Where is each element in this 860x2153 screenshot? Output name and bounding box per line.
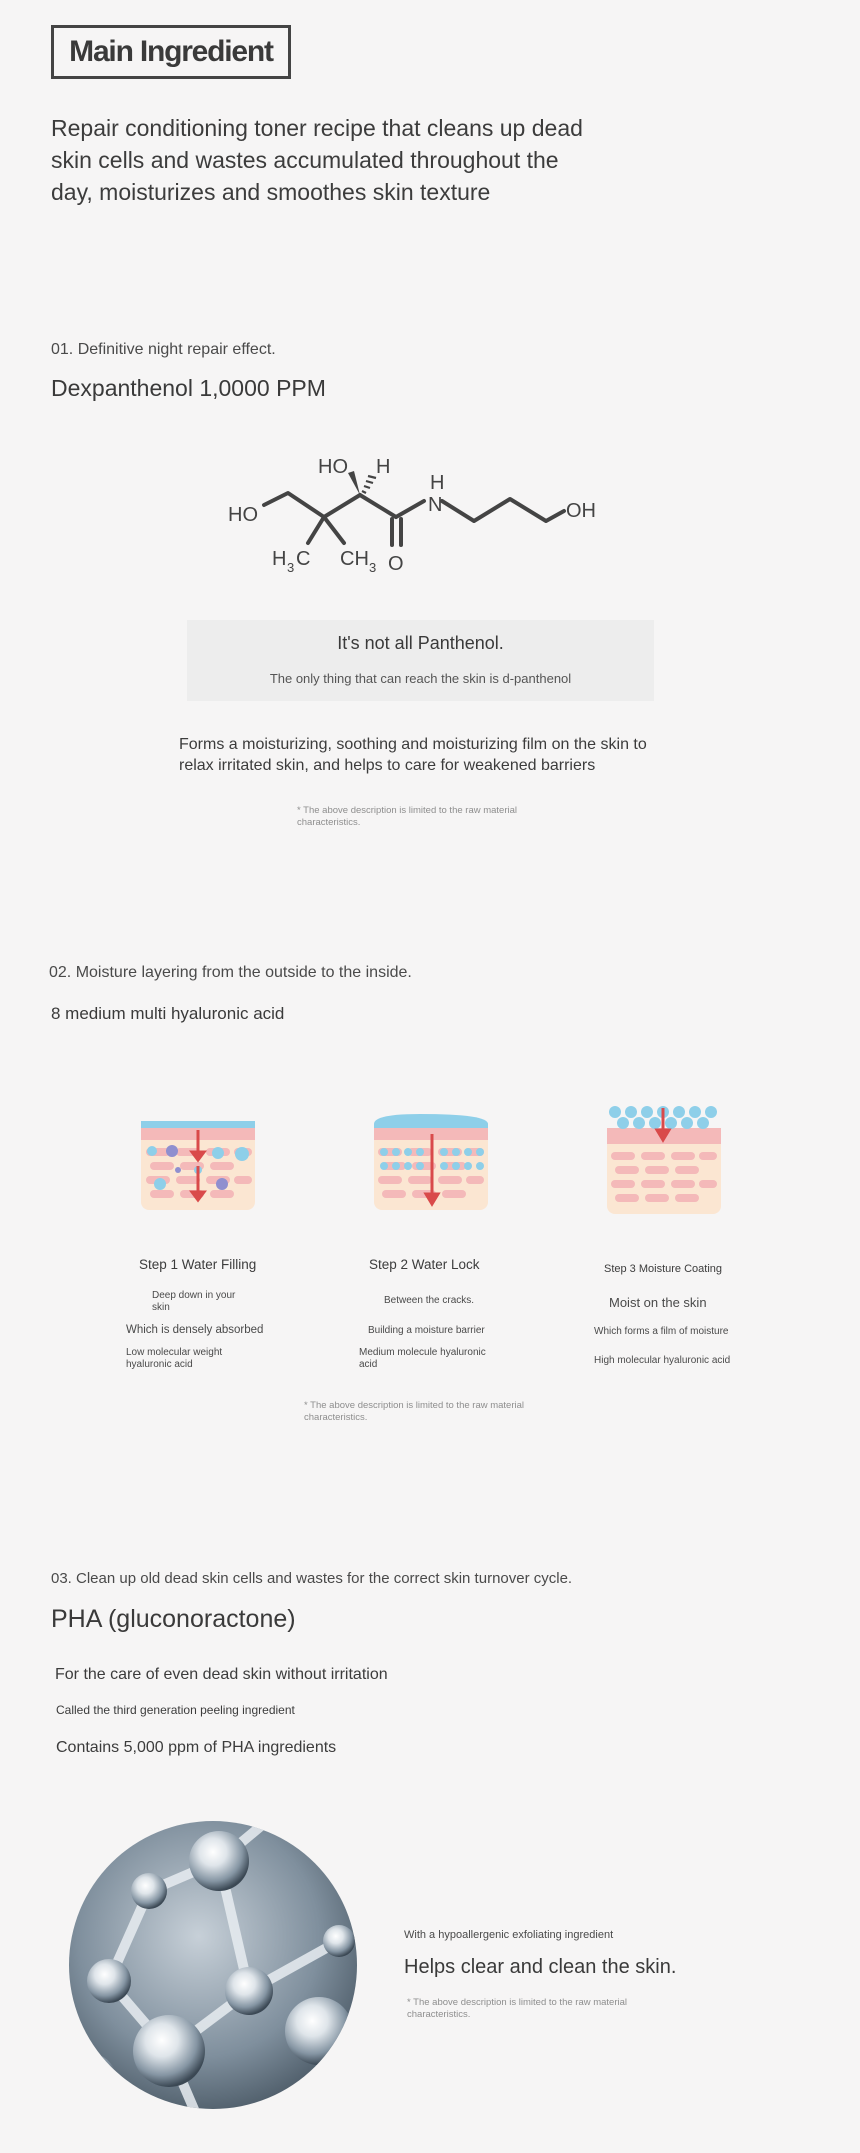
mol-n: N xyxy=(428,494,443,516)
step2-line2: Building a moisture barrier xyxy=(368,1325,485,1336)
section2-label: 02. Moisture layering from the outside to the inside. xyxy=(49,964,412,981)
mol-h3c-h: H xyxy=(272,548,287,570)
step1-line2: Which is densely absorbed xyxy=(126,1324,264,1336)
step2-line1: Between the cracks. xyxy=(384,1295,475,1306)
dexpanthenol-structure xyxy=(220,445,640,585)
section3-note: * The above description is limited to the raw material characteristics. xyxy=(407,1997,628,2020)
mol-h3c-sub: 3 xyxy=(287,560,295,575)
molecular-sphere-image xyxy=(69,1821,357,2109)
pha-side-small: With a hypoallergenic exfoliating ingredient xyxy=(404,1929,614,1941)
mol-h-n: H xyxy=(430,472,445,494)
step1-title: Step 1 Water Filling xyxy=(139,1257,257,1272)
step3-line2: Which forms a film of moisture xyxy=(594,1326,729,1337)
step3-title: Step 3 Moisture Coating xyxy=(604,1263,723,1275)
step3-line3: High molecular hyaluronic acid xyxy=(594,1355,731,1366)
section2-note: * The above description is limited to the raw material characteristics. xyxy=(304,1400,525,1423)
section1-label: 01. Definitive night repair effect. xyxy=(51,341,276,358)
panthenol-info-box xyxy=(187,620,654,701)
pha-side-big: Helps clear and clean the skin. xyxy=(404,1956,677,1978)
step1-illustration xyxy=(138,1118,258,1213)
page-title: Main Ingredient xyxy=(51,25,291,79)
step2-title: Step 2 Water Lock xyxy=(369,1257,480,1272)
mol-h3c-c: C xyxy=(296,548,311,570)
pha-line3: Contains 5,000 ppm of PHA ingredients xyxy=(56,1739,337,1756)
step3-line1: Moist on the skin xyxy=(609,1295,707,1310)
step2-illustration xyxy=(370,1112,492,1212)
section1-description: Forms a moisturizing, soothing and moisturizing film on the skin to relax irritated skin, and helps to care for weakened barriers xyxy=(179,736,647,774)
section1-heading: Dexpanthenol 1,0000 PPM xyxy=(51,375,326,401)
mol-h-top: H xyxy=(376,456,391,478)
step3-illustration xyxy=(603,1104,725,1216)
panthenol-box-title: It's not all Panthenol. xyxy=(337,633,504,653)
section3-label: 03. Clean up old dead skin cells and wastes for the correct skin turnover cycle. xyxy=(51,1570,573,1587)
mol-ch3-sub: 3 xyxy=(369,560,377,575)
pha-line2: Called the third generation peeling ingredient xyxy=(56,1703,295,1717)
step1-line3: Low molecular weight hyaluronic acid xyxy=(126,1347,223,1370)
mol-o: O xyxy=(388,553,404,575)
mol-ch3: CH xyxy=(340,548,369,570)
intro-text: Repair conditioning toner recipe that cleans up dead skin cells and wastes accumulated throughout the day, moisturizes and smoothes skin texture xyxy=(51,115,583,205)
panthenol-box-subtitle: The only thing that can reach the skin is d-panthenol xyxy=(269,671,572,686)
section1-note: * The above description is limited to the raw material characteristics. xyxy=(297,805,518,828)
mol-oh-right: OH xyxy=(566,500,596,522)
mol-ho-left: HO xyxy=(228,504,258,526)
step1-line1: Deep down in your skin xyxy=(152,1290,236,1313)
pha-line1: For the care of even dead skin without irritation xyxy=(55,1666,388,1683)
section3-heading: PHA (gluconoractone) xyxy=(51,1605,296,1633)
mol-ho-top: HO xyxy=(318,456,348,478)
step2-line3: Medium molecule hyaluronic acid xyxy=(359,1347,486,1370)
section2-heading: 8 medium multi hyaluronic acid xyxy=(51,1004,285,1023)
